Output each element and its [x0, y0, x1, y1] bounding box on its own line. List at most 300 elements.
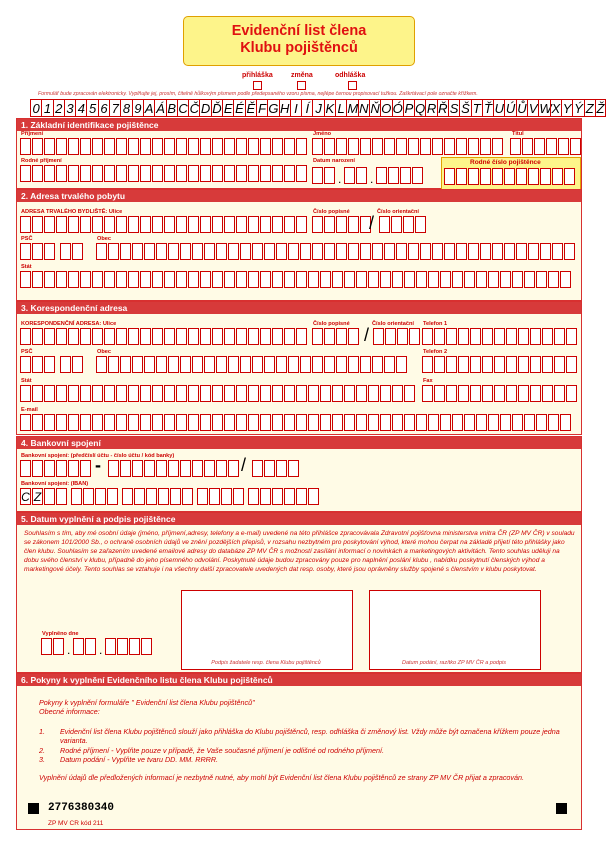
input-cell[interactable] [336, 138, 347, 155]
field-kod-banky[interactable] [252, 460, 300, 477]
input-cell[interactable] [468, 138, 479, 155]
input-cell[interactable] [385, 328, 396, 345]
input-cell[interactable] [260, 271, 271, 288]
input-cell[interactable] [200, 385, 211, 402]
input-cell[interactable] [44, 460, 55, 477]
input-cell[interactable] [72, 243, 83, 260]
input-cell[interactable] [458, 385, 469, 402]
input-cell[interactable] [344, 385, 355, 402]
input-cell[interactable] [56, 165, 67, 182]
input-cell[interactable] [252, 460, 263, 477]
field-kor-psc-2[interactable] [60, 356, 84, 373]
input-cell[interactable] [85, 638, 96, 655]
input-cell[interactable] [566, 385, 577, 402]
input-cell[interactable] [500, 271, 511, 288]
input-cell[interactable] [108, 356, 119, 373]
input-cell[interactable] [380, 385, 391, 402]
input-cell[interactable] [20, 243, 31, 260]
input-cell[interactable] [248, 414, 259, 431]
input-cell[interactable] [116, 138, 127, 155]
input-cell[interactable] [248, 328, 259, 345]
input-cell[interactable] [276, 243, 287, 260]
input-cell[interactable] [560, 414, 571, 431]
input-cell[interactable] [432, 138, 443, 155]
field-iban[interactable] [20, 488, 320, 505]
input-cell[interactable] [482, 385, 493, 402]
input-cell[interactable] [368, 414, 379, 431]
input-cell[interactable] [80, 385, 91, 402]
field-rodne-cislo[interactable] [444, 168, 576, 185]
input-cell[interactable] [506, 356, 517, 373]
input-cell[interactable] [360, 356, 371, 373]
field-fax[interactable] [422, 385, 578, 402]
input-cell[interactable] [276, 356, 287, 373]
input-cell[interactable] [152, 271, 163, 288]
input-cell[interactable] [391, 216, 402, 233]
input-cell[interactable] [240, 243, 251, 260]
input-cell[interactable] [180, 460, 191, 477]
input-cell[interactable] [344, 167, 355, 184]
input-cell[interactable] [92, 385, 103, 402]
input-cell[interactable] [492, 243, 503, 260]
input-cell[interactable] [140, 328, 151, 345]
input-cell[interactable] [44, 385, 55, 402]
input-cell[interactable] [41, 638, 52, 655]
input-cell[interactable] [400, 167, 411, 184]
input-cell[interactable] [300, 243, 311, 260]
field-stat[interactable] [20, 271, 572, 288]
iban-cell[interactable] [248, 488, 259, 505]
input-cell[interactable] [434, 328, 445, 345]
input-cell[interactable] [228, 356, 239, 373]
iban-cell[interactable] [158, 488, 169, 505]
input-cell[interactable] [284, 271, 295, 288]
input-cell[interactable] [176, 165, 187, 182]
input-cell[interactable] [324, 138, 335, 155]
input-cell[interactable] [470, 328, 481, 345]
input-cell[interactable] [32, 414, 43, 431]
input-cell[interactable] [494, 356, 505, 373]
iban-cell[interactable] [83, 488, 94, 505]
input-cell[interactable] [32, 138, 43, 155]
input-cell[interactable] [440, 271, 451, 288]
input-cell[interactable] [116, 328, 127, 345]
input-cell[interactable] [312, 243, 323, 260]
input-cell[interactable] [188, 216, 199, 233]
input-cell[interactable] [312, 138, 323, 155]
input-cell[interactable] [288, 356, 299, 373]
input-cell[interactable] [164, 138, 175, 155]
input-cell[interactable] [224, 414, 235, 431]
input-cell[interactable] [200, 328, 211, 345]
input-cell[interactable] [272, 328, 283, 345]
input-cell[interactable] [152, 165, 163, 182]
input-cell[interactable] [32, 165, 43, 182]
input-cell[interactable] [276, 460, 287, 477]
input-cell[interactable] [560, 271, 571, 288]
input-cell[interactable] [152, 414, 163, 431]
input-cell[interactable] [20, 460, 31, 477]
input-cell[interactable] [344, 271, 355, 288]
input-cell[interactable] [188, 385, 199, 402]
input-cell[interactable] [44, 165, 55, 182]
input-cell[interactable] [236, 385, 247, 402]
checkbox-zmena[interactable] [297, 81, 306, 90]
field-mesic-narozeni[interactable] [344, 167, 368, 184]
input-cell[interactable] [188, 165, 199, 182]
checkbox-odhlaska[interactable] [348, 81, 357, 90]
input-cell[interactable] [522, 138, 533, 155]
input-cell[interactable] [296, 271, 307, 288]
input-cell[interactable] [104, 138, 115, 155]
input-cell[interactable] [32, 385, 43, 402]
input-cell[interactable] [368, 271, 379, 288]
input-cell[interactable] [416, 414, 427, 431]
input-cell[interactable] [494, 385, 505, 402]
input-cell[interactable] [236, 138, 247, 155]
input-cell[interactable] [140, 138, 151, 155]
input-cell[interactable] [248, 385, 259, 402]
input-cell[interactable] [44, 138, 55, 155]
input-cell[interactable] [168, 460, 179, 477]
input-cell[interactable] [372, 138, 383, 155]
input-cell[interactable] [164, 414, 175, 431]
input-cell[interactable] [188, 414, 199, 431]
input-cell[interactable] [296, 385, 307, 402]
input-cell[interactable] [324, 328, 335, 345]
input-cell[interactable] [420, 138, 431, 155]
input-cell[interactable] [200, 414, 211, 431]
input-cell[interactable] [68, 460, 79, 477]
input-cell[interactable] [360, 138, 371, 155]
input-cell[interactable] [536, 414, 547, 431]
input-cell[interactable] [176, 216, 187, 233]
input-cell[interactable] [44, 243, 55, 260]
input-cell[interactable] [176, 138, 187, 155]
input-cell[interactable] [164, 165, 175, 182]
input-cell[interactable] [446, 328, 457, 345]
input-cell[interactable] [180, 356, 191, 373]
input-cell[interactable] [422, 385, 433, 402]
input-cell[interactable] [492, 168, 503, 185]
input-cell[interactable] [388, 167, 399, 184]
input-cell[interactable] [336, 328, 347, 345]
input-cell[interactable] [224, 165, 235, 182]
iban-cell[interactable] [56, 488, 67, 505]
input-cell[interactable] [524, 271, 535, 288]
input-cell[interactable] [518, 328, 529, 345]
input-cell[interactable] [240, 356, 251, 373]
input-cell[interactable] [108, 460, 119, 477]
input-cell[interactable] [528, 168, 539, 185]
input-cell[interactable] [68, 271, 79, 288]
input-cell[interactable] [428, 414, 439, 431]
input-cell[interactable] [356, 385, 367, 402]
input-cell[interactable] [546, 138, 557, 155]
input-cell[interactable] [53, 638, 64, 655]
input-cell[interactable] [116, 271, 127, 288]
input-cell[interactable] [504, 243, 515, 260]
input-cell[interactable] [140, 216, 151, 233]
iban-cell[interactable] [170, 488, 181, 505]
iban-cell[interactable] [284, 488, 295, 505]
input-cell[interactable] [500, 414, 511, 431]
input-cell[interactable] [432, 243, 443, 260]
input-cell[interactable] [409, 328, 420, 345]
iban-cell[interactable] [44, 488, 55, 505]
signature-box-office[interactable] [369, 590, 541, 670]
input-cell[interactable] [482, 328, 493, 345]
field-rok-narozeni[interactable] [376, 167, 424, 184]
input-cell[interactable] [128, 385, 139, 402]
input-cell[interactable] [348, 243, 359, 260]
input-cell[interactable] [296, 165, 307, 182]
field-kor-obec[interactable] [96, 356, 408, 373]
input-cell[interactable] [404, 385, 415, 402]
iban-cell[interactable]: Z [33, 490, 42, 504]
input-cell[interactable] [260, 216, 271, 233]
input-cell[interactable] [152, 216, 163, 233]
input-cell[interactable] [404, 414, 415, 431]
input-cell[interactable] [548, 414, 559, 431]
input-cell[interactable] [144, 356, 155, 373]
input-cell[interactable] [434, 356, 445, 373]
input-cell[interactable] [308, 385, 319, 402]
input-cell[interactable] [542, 385, 553, 402]
input-cell[interactable] [332, 271, 343, 288]
input-cell[interactable] [20, 356, 31, 373]
field-kor-popisne[interactable] [312, 328, 360, 345]
iban-cell[interactable] [146, 488, 157, 505]
input-cell[interactable] [566, 356, 577, 373]
input-cell[interactable] [312, 216, 323, 233]
field-psc-2[interactable] [60, 243, 84, 260]
input-cell[interactable] [104, 271, 115, 288]
input-cell[interactable] [344, 414, 355, 431]
field-den-narozeni[interactable] [312, 167, 336, 184]
iban-cell[interactable] [272, 488, 283, 505]
input-cell[interactable] [104, 385, 115, 402]
iban-cell[interactable] [95, 488, 106, 505]
field-cislo-orientacni[interactable] [379, 216, 427, 233]
input-cell[interactable] [200, 165, 211, 182]
input-cell[interactable] [132, 460, 143, 477]
iban-cell[interactable] [233, 488, 244, 505]
input-cell[interactable] [68, 414, 79, 431]
input-cell[interactable] [68, 385, 79, 402]
input-cell[interactable] [392, 414, 403, 431]
input-cell[interactable] [260, 385, 271, 402]
input-cell[interactable] [44, 356, 55, 373]
field-vyplneno-den[interactable] [41, 638, 65, 655]
input-cell[interactable] [540, 243, 551, 260]
input-cell[interactable] [458, 328, 469, 345]
input-cell[interactable] [128, 271, 139, 288]
input-cell[interactable] [32, 356, 43, 373]
input-cell[interactable] [446, 356, 457, 373]
input-cell[interactable] [397, 328, 408, 345]
input-cell[interactable] [324, 216, 335, 233]
input-cell[interactable] [128, 414, 139, 431]
field-vyplneno-rok[interactable] [105, 638, 153, 655]
input-cell[interactable] [320, 385, 331, 402]
input-cell[interactable] [530, 356, 541, 373]
input-cell[interactable] [44, 271, 55, 288]
input-cell[interactable] [336, 243, 347, 260]
input-cell[interactable] [44, 414, 55, 431]
input-cell[interactable] [140, 414, 151, 431]
input-cell[interactable] [272, 271, 283, 288]
input-cell[interactable] [308, 414, 319, 431]
input-cell[interactable] [320, 414, 331, 431]
input-cell[interactable] [212, 138, 223, 155]
input-cell[interactable] [128, 328, 139, 345]
input-cell[interactable] [554, 328, 565, 345]
field-obec[interactable] [96, 243, 576, 260]
input-cell[interactable] [356, 167, 367, 184]
input-cell[interactable] [200, 216, 211, 233]
input-cell[interactable] [248, 165, 259, 182]
input-cell[interactable] [80, 271, 91, 288]
input-cell[interactable] [324, 167, 335, 184]
input-cell[interactable] [104, 328, 115, 345]
input-cell[interactable] [32, 271, 43, 288]
input-cell[interactable] [252, 243, 263, 260]
input-cell[interactable] [296, 216, 307, 233]
input-cell[interactable] [140, 165, 151, 182]
input-cell[interactable] [272, 385, 283, 402]
iban-cell[interactable] [71, 488, 82, 505]
input-cell[interactable] [284, 165, 295, 182]
input-cell[interactable] [404, 271, 415, 288]
input-cell[interactable] [488, 414, 499, 431]
input-cell[interactable] [116, 216, 127, 233]
input-cell[interactable] [44, 216, 55, 233]
input-cell[interactable] [415, 216, 426, 233]
field-kor-stat[interactable] [20, 385, 416, 402]
input-cell[interactable] [296, 414, 307, 431]
input-cell[interactable] [248, 138, 259, 155]
input-cell[interactable] [566, 328, 577, 345]
field-email[interactable] [20, 414, 572, 431]
input-cell[interactable] [140, 271, 151, 288]
input-cell[interactable] [564, 168, 575, 185]
input-cell[interactable] [456, 168, 467, 185]
input-cell[interactable] [224, 385, 235, 402]
input-cell[interactable] [60, 243, 71, 260]
iban-cell[interactable] [107, 488, 118, 505]
input-cell[interactable] [380, 414, 391, 431]
input-cell[interactable] [372, 243, 383, 260]
input-cell[interactable] [56, 414, 67, 431]
input-cell[interactable] [248, 271, 259, 288]
input-cell[interactable] [412, 167, 423, 184]
input-cell[interactable] [216, 243, 227, 260]
input-cell[interactable] [356, 271, 367, 288]
input-cell[interactable] [284, 216, 295, 233]
input-cell[interactable] [534, 138, 545, 155]
input-cell[interactable] [224, 216, 235, 233]
input-cell[interactable] [116, 165, 127, 182]
input-cell[interactable] [152, 138, 163, 155]
input-cell[interactable] [144, 460, 155, 477]
input-cell[interactable] [60, 356, 71, 373]
input-cell[interactable] [192, 243, 203, 260]
input-cell[interactable] [422, 356, 433, 373]
input-cell[interactable] [80, 138, 91, 155]
input-cell[interactable] [272, 414, 283, 431]
iban-cell[interactable] [209, 488, 220, 505]
input-cell[interactable] [96, 243, 107, 260]
input-cell[interactable] [348, 356, 359, 373]
input-cell[interactable] [368, 385, 379, 402]
input-cell[interactable] [20, 414, 31, 431]
field-cislo-uctu[interactable] [108, 460, 240, 477]
input-cell[interactable] [168, 243, 179, 260]
input-cell[interactable] [68, 328, 79, 345]
input-cell[interactable] [200, 138, 211, 155]
field-kor-orientacni[interactable] [373, 328, 421, 345]
input-cell[interactable] [396, 356, 407, 373]
input-cell[interactable] [516, 243, 527, 260]
input-cell[interactable] [384, 138, 395, 155]
input-cell[interactable] [356, 414, 367, 431]
input-cell[interactable] [492, 138, 503, 155]
input-cell[interactable] [144, 243, 155, 260]
input-cell[interactable] [336, 356, 347, 373]
input-cell[interactable] [188, 328, 199, 345]
input-cell[interactable] [216, 460, 227, 477]
input-cell[interactable] [92, 271, 103, 288]
input-cell[interactable] [373, 328, 384, 345]
field-titul[interactable] [510, 138, 582, 155]
input-cell[interactable] [264, 460, 275, 477]
input-cell[interactable] [376, 167, 387, 184]
input-cell[interactable] [164, 271, 175, 288]
input-cell[interactable] [542, 356, 553, 373]
input-cell[interactable] [20, 138, 31, 155]
input-cell[interactable] [506, 328, 517, 345]
input-cell[interactable] [380, 271, 391, 288]
input-cell[interactable] [92, 165, 103, 182]
input-cell[interactable] [518, 356, 529, 373]
input-cell[interactable] [132, 243, 143, 260]
iban-cell[interactable] [122, 488, 133, 505]
input-cell[interactable] [480, 168, 491, 185]
input-cell[interactable] [236, 414, 247, 431]
field-jmeno[interactable] [312, 138, 504, 155]
input-cell[interactable] [530, 385, 541, 402]
input-cell[interactable] [524, 414, 535, 431]
checkbox-prihlaska[interactable] [253, 81, 262, 90]
input-cell[interactable] [284, 414, 295, 431]
input-cell[interactable] [80, 165, 91, 182]
input-cell[interactable] [68, 138, 79, 155]
iban-cell[interactable] [221, 488, 232, 505]
input-cell[interactable] [228, 243, 239, 260]
input-cell[interactable] [444, 243, 455, 260]
input-cell[interactable] [80, 460, 91, 477]
input-cell[interactable] [180, 243, 191, 260]
input-cell[interactable] [236, 165, 247, 182]
field-rodne-prijmeni[interactable] [20, 165, 308, 182]
input-cell[interactable] [470, 356, 481, 373]
input-cell[interactable] [332, 385, 343, 402]
input-cell[interactable] [20, 328, 31, 345]
input-cell[interactable] [224, 328, 235, 345]
input-cell[interactable] [554, 356, 565, 373]
input-cell[interactable] [272, 165, 283, 182]
